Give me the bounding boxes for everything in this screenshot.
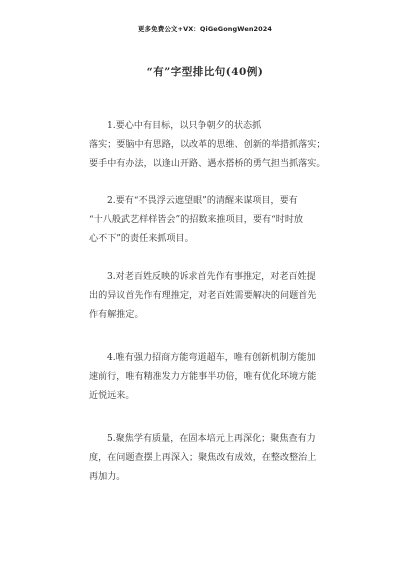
paragraph-line: 4.唯有强力招商方能弯道超车，唯有创新机制方能加 <box>107 353 316 363</box>
paragraph-3 <box>89 268 351 325</box>
paragraph-line: 3.对老百姓反映的诉求首先作有事推定，对老百姓提 <box>107 272 316 282</box>
paragraph-1 <box>89 117 351 174</box>
paragraph-line: 出的异议首先作有理推定，对老百姓需要解决的问题首先 <box>89 291 317 301</box>
paragraph-line: 心不下”的责任来抓项目。 <box>89 234 194 244</box>
paragraph-line: 5.聚焦学有质量，在固本培元上再深化；聚焦查有力 <box>107 434 316 444</box>
paragraph-line: 作有解推定。 <box>89 310 144 320</box>
paragraph-line: 2.要有“不畏浮云遮望眼”的清醒来谋项目，要有 <box>107 196 298 206</box>
paragraph-5 <box>89 430 351 487</box>
paragraph-line: 1.要心中有目标，以只争朝夕的状态抓 <box>107 121 262 131</box>
paragraph-line: 近悦远来。 <box>89 391 135 401</box>
paragraph-4 <box>89 349 351 406</box>
paragraph-line: “十八般武艺样样皆会”的招数来推项目，要有“时时放 <box>89 215 304 225</box>
paragraph-line: 度，在问题查摆上再深入；聚焦改有成效，在整改整治上 <box>89 453 317 463</box>
document-title: “有”字型排比句(40例) <box>146 66 264 78</box>
paragraph-line: 再加力。 <box>89 472 126 482</box>
paragraph-2 <box>89 192 351 249</box>
header-note: 更多免费公文+VX：QiGeGongWen2024 <box>137 25 273 33</box>
paragraph-line: 要手中有办法，以逢山开路、遇水搭桥的勇气担当抓落实。 <box>89 159 326 169</box>
paragraph-line: 速前行，唯有精准发力方能事半功倍，唯有优化环境方能 <box>89 372 317 382</box>
paragraph-line: 落实；要脑中有思路，以改革的思维、创新的举措抓落实； <box>89 140 326 150</box>
